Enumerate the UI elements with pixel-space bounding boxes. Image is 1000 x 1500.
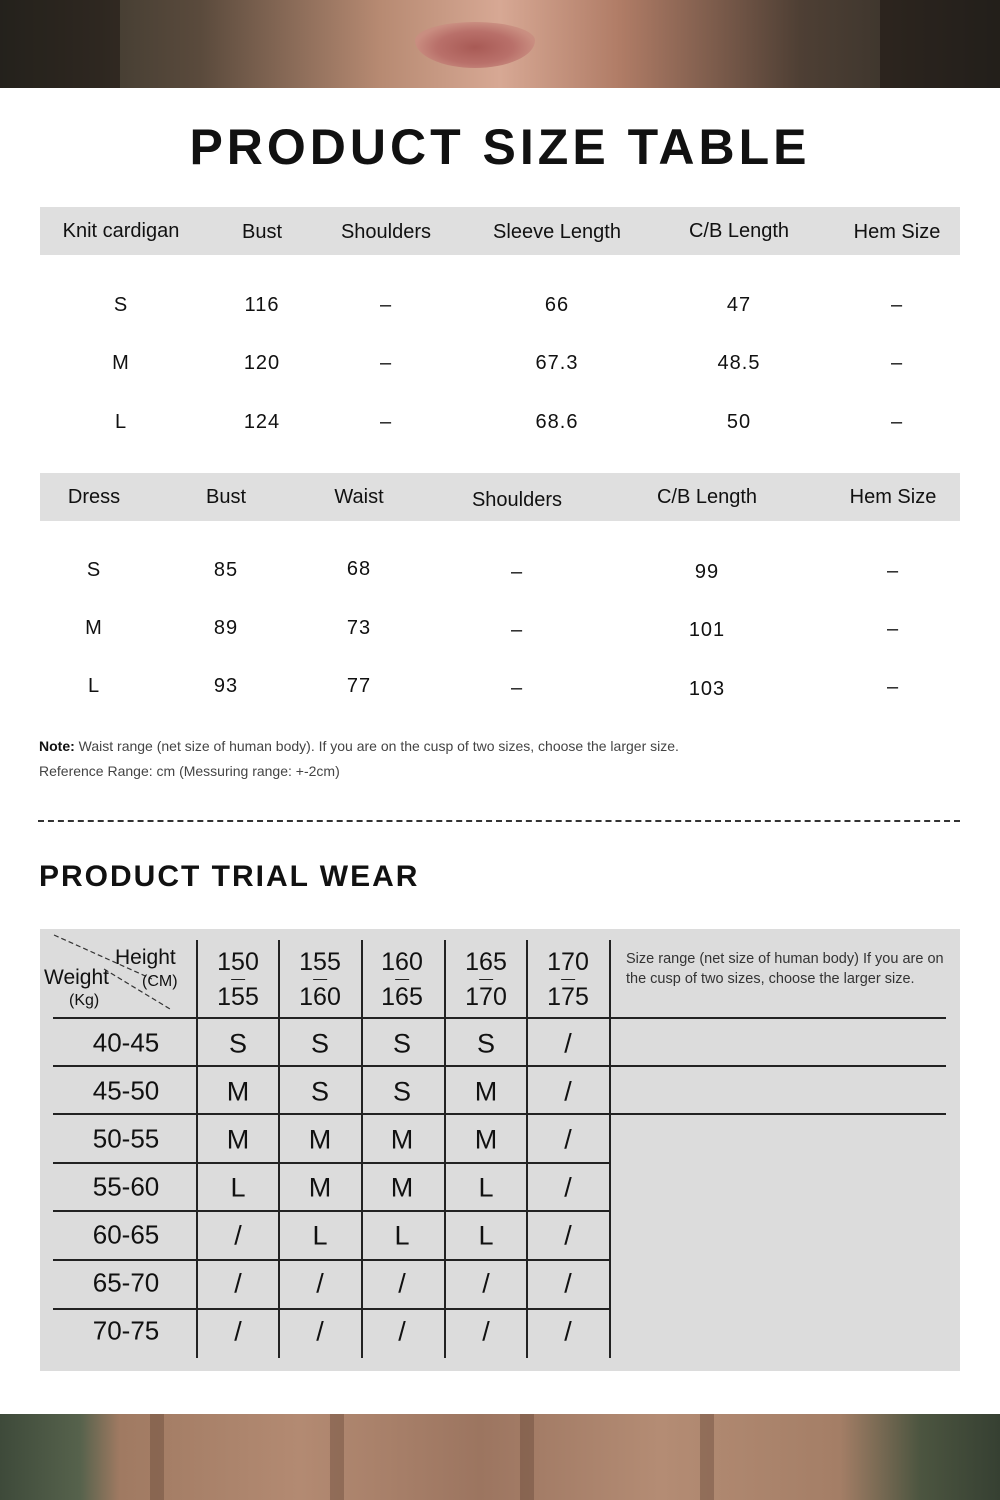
- size-cell: /: [316, 1316, 324, 1347]
- cardigan-header-product: Knit cardigan: [62, 220, 180, 242]
- height-to: 170: [465, 983, 507, 1011]
- size-cell: S: [392, 1028, 412, 1059]
- dress-cell: 73: [346, 617, 372, 639]
- fabric-fold: [520, 1414, 534, 1500]
- grid-vline: [196, 940, 198, 1358]
- dress-header-product: Dress: [67, 486, 121, 508]
- size-cell: /: [564, 1124, 572, 1155]
- height-range-header: [547, 944, 589, 1016]
- dress-cell: L: [87, 675, 101, 697]
- dress-cell: 85: [213, 559, 239, 581]
- reference-range: Reference Range: cm (Messuring range: +-2cm): [39, 763, 340, 779]
- top-photo: [0, 0, 1000, 88]
- cardigan-cell: –: [890, 352, 904, 374]
- cardigan-cell: –: [890, 294, 904, 316]
- grid-vline: [444, 940, 446, 1358]
- grid-hline: [53, 1162, 610, 1164]
- height-range-header: [465, 944, 507, 1016]
- height-to: 175: [547, 983, 589, 1011]
- cardigan-cell: 50: [726, 411, 752, 433]
- dress-header-bust: Bust: [205, 486, 247, 508]
- cardigan-header-sleeve: Sleeve Length: [493, 221, 621, 243]
- cardigan-cell: –: [379, 411, 393, 433]
- cardigan-cell: S: [113, 294, 129, 316]
- cardigan-cell: 116: [244, 294, 280, 316]
- size-cell: M: [226, 1124, 250, 1155]
- cardigan-cell: 48.5: [717, 352, 761, 374]
- size-cell: M: [308, 1124, 332, 1155]
- size-cell: /: [564, 1172, 572, 1203]
- dress-cell: S: [86, 559, 102, 581]
- grid-vline: [526, 940, 528, 1358]
- hair-shadow-left: [0, 0, 120, 88]
- corner-height-label: Height: [115, 946, 176, 969]
- height-to: 155: [217, 983, 259, 1011]
- size-cell: /: [564, 1028, 572, 1059]
- dress-header-hem: Hem Size: [849, 486, 937, 508]
- cardigan-cell: L: [114, 411, 128, 433]
- grid-vline: [278, 940, 280, 1358]
- size-cell: S: [392, 1076, 412, 1107]
- dress-cell: 99: [694, 561, 720, 583]
- grid-hline: [53, 1113, 946, 1115]
- size-cell: L: [394, 1220, 410, 1251]
- cardigan-cell: M: [112, 352, 130, 374]
- note-line: [39, 738, 679, 754]
- size-cell: /: [234, 1220, 242, 1251]
- size-cell: S: [310, 1028, 330, 1059]
- grid-hline: [53, 1308, 610, 1310]
- size-cell: /: [316, 1268, 324, 1299]
- size-cell: /: [564, 1316, 572, 1347]
- grid-hline: [53, 1017, 946, 1019]
- dress-header-shoulders: Shoulders: [471, 489, 563, 511]
- cardigan-cell: 124: [243, 411, 281, 433]
- size-cell: M: [308, 1172, 332, 1203]
- trial-wear-title: PRODUCT TRIAL WEAR: [39, 860, 420, 893]
- corner-cm-label: (CM): [142, 973, 178, 990]
- dress-cell: –: [886, 676, 900, 698]
- size-cell: /: [398, 1316, 406, 1347]
- height-from: 160: [381, 948, 423, 976]
- grid-corner-header: [40, 929, 196, 1017]
- size-cell: M: [474, 1124, 498, 1155]
- dress-cell: 103: [688, 678, 726, 700]
- range-separator: [561, 979, 575, 980]
- size-cell: /: [564, 1268, 572, 1299]
- grid-vline: [361, 940, 363, 1358]
- dress-header-waist: Waist: [334, 486, 384, 508]
- weight-range: 70-75: [92, 1315, 160, 1346]
- range-separator: [231, 979, 245, 980]
- size-cell: /: [234, 1268, 242, 1299]
- page-title: PRODUCT SIZE TABLE: [189, 119, 811, 175]
- height-from: 150: [217, 948, 259, 976]
- dress-cell: 68: [346, 558, 372, 580]
- height-to: 165: [381, 983, 423, 1011]
- range-separator: [395, 979, 409, 980]
- cardigan-header-cb-length: C/B Length: [688, 220, 790, 242]
- height-from: 170: [547, 948, 589, 976]
- size-cell: S: [476, 1028, 496, 1059]
- cardigan-header-hem: Hem Size: [853, 221, 941, 243]
- dress-header-cb-length: C/B Length: [656, 486, 758, 508]
- weight-range: 65-70: [92, 1267, 160, 1298]
- cardigan-cell: –: [890, 411, 904, 433]
- height-from: 165: [465, 948, 507, 976]
- cardigan-cell: 67.3: [535, 352, 579, 374]
- dress-cell: 77: [346, 675, 372, 697]
- height-from: 155: [299, 948, 341, 976]
- cardigan-cell: –: [379, 352, 393, 374]
- grid-hline: [53, 1065, 946, 1067]
- cardigan-cell: –: [379, 294, 393, 316]
- bottom-photo: [0, 1414, 1000, 1500]
- dress-cell: 93: [213, 675, 239, 697]
- size-range-note: Size range (net size of human body) If you are on the cusp of two sizes, choose the larger size.: [626, 951, 944, 987]
- cardigan-cell: 47: [726, 294, 752, 316]
- height-range-header: [381, 944, 423, 1016]
- dress-cell: M: [85, 617, 103, 639]
- dress-cell: 101: [688, 619, 726, 641]
- cardigan-cell: 68.6: [535, 411, 579, 433]
- size-cell: M: [474, 1076, 498, 1107]
- fabric-fold: [700, 1414, 714, 1500]
- dress-cell: –: [510, 619, 524, 641]
- size-cell: S: [310, 1076, 330, 1107]
- height-range-header: [217, 944, 259, 1016]
- size-cell: /: [234, 1316, 242, 1347]
- model-lips: [415, 22, 535, 68]
- grid-hline: [53, 1259, 610, 1261]
- dress-cell: –: [510, 677, 524, 699]
- weight-range: 40-45: [92, 1027, 160, 1058]
- size-cell: /: [564, 1220, 572, 1251]
- grid-hline: [53, 1210, 610, 1212]
- size-cell: /: [482, 1268, 490, 1299]
- dress-cell: –: [510, 561, 524, 583]
- height-range-header: [299, 944, 341, 1016]
- section-divider: [38, 820, 960, 822]
- cardigan-header-bust: Bust: [241, 221, 283, 243]
- cardigan-cell: 120: [243, 352, 281, 374]
- weight-range: 55-60: [92, 1171, 160, 1202]
- corner-weight-label: Weight: [44, 966, 109, 989]
- fabric-fold: [330, 1414, 344, 1500]
- size-cell: S: [228, 1028, 248, 1059]
- size-cell: L: [478, 1172, 494, 1203]
- size-cell: M: [390, 1172, 414, 1203]
- size-cell: M: [226, 1076, 250, 1107]
- weight-range: 50-55: [92, 1123, 160, 1154]
- size-cell: /: [398, 1268, 406, 1299]
- dress-cell: –: [886, 618, 900, 640]
- cardigan-cell: 66: [544, 294, 570, 316]
- grid-vline: [609, 940, 611, 1358]
- note-label: Note:: [39, 738, 75, 754]
- cardigan-header-shoulders: Shoulders: [340, 221, 432, 243]
- dress-cell: 89: [213, 617, 239, 639]
- size-cell: M: [390, 1124, 414, 1155]
- size-cell: L: [312, 1220, 328, 1251]
- height-to: 160: [299, 983, 341, 1011]
- fabric-fold: [150, 1414, 164, 1500]
- range-separator: [479, 979, 493, 980]
- size-cell: /: [564, 1076, 572, 1107]
- range-separator: [313, 979, 327, 980]
- size-cell: /: [482, 1316, 490, 1347]
- dress-cell: –: [886, 560, 900, 582]
- note-text: Waist range (net size of human body). If you are on the cusp of two sizes, choose the larger size.: [74, 738, 679, 754]
- weight-range: 45-50: [92, 1075, 160, 1106]
- hair-shadow-right: [880, 0, 1000, 88]
- size-cell: L: [478, 1220, 494, 1251]
- size-cell: L: [230, 1172, 246, 1203]
- weight-range: 60-65: [92, 1219, 160, 1250]
- corner-kg-label: (Kg): [69, 992, 100, 1009]
